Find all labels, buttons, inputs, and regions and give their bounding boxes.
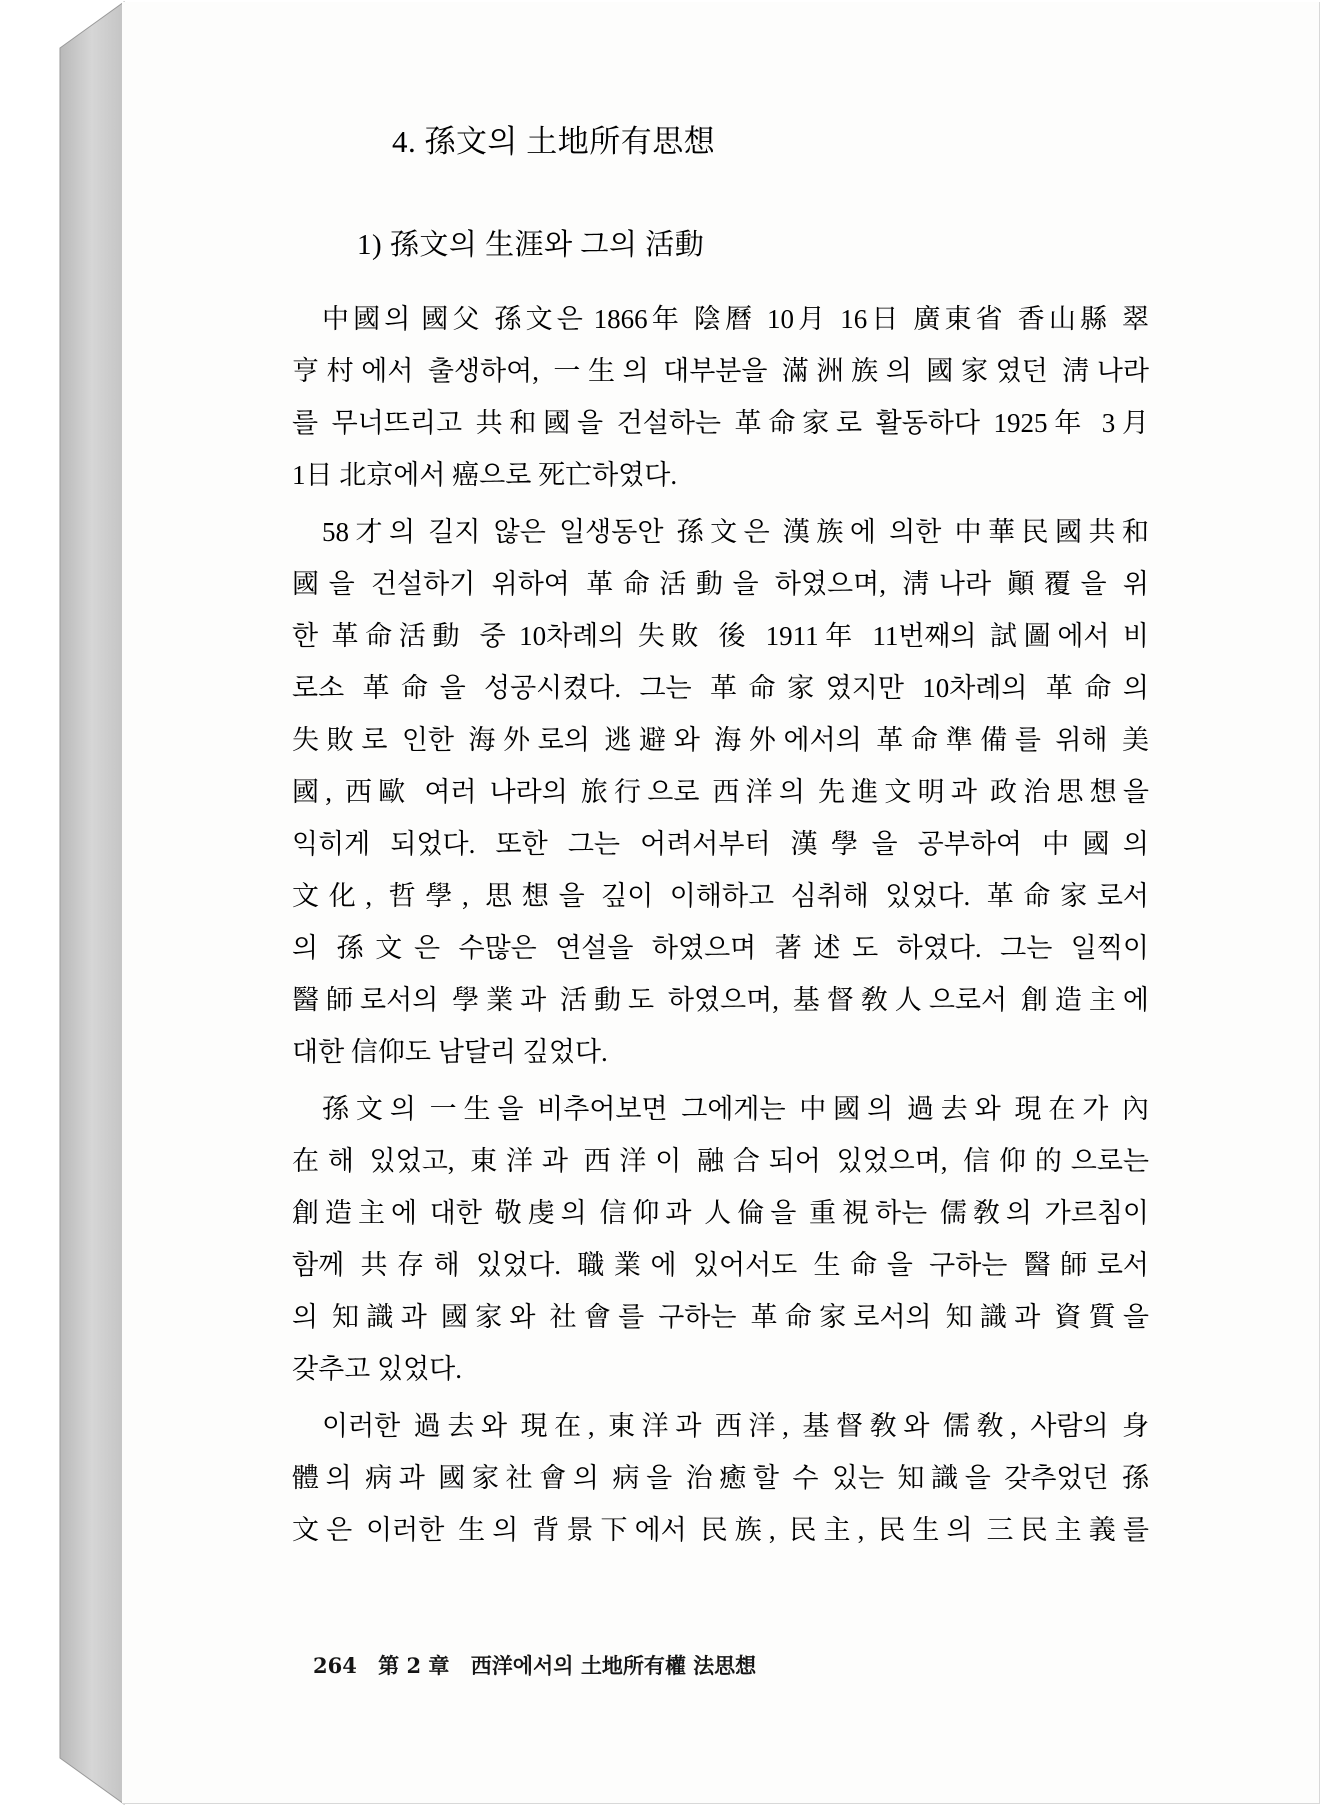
- text-line: 中國의 國父 孫文은 1866年 陰曆 10月 16日 廣東省 香山縣 翠: [322, 304, 1149, 334]
- text-line: 文化, 哲學, 思想을 깊이 이해하고 심취해 있었다. 革命家로서: [292, 881, 1149, 911]
- paragraph: [292, 506, 1149, 1078]
- text-line: 의 知識과 國家와 社會를 구하는 革命家로서의 知識과 資質을: [292, 1302, 1149, 1332]
- text-line: 대한 信仰도 남달리 깊었다.: [292, 1037, 608, 1067]
- book-spine: [0, 0, 130, 1806]
- text-line: 國, 西歐 여러 나라의 旅行으로 西洋의 先進文明과 政治思想을: [292, 777, 1149, 807]
- paragraph: [292, 1400, 1149, 1556]
- running-footer: [313, 1650, 770, 1680]
- text-line: 亨村에서 출생하여, 一生의 대부분을 滿洲族의 國家였던 淸나라: [292, 356, 1149, 386]
- text-line: 의 孫文은 수많은 연설을 하였으며 著述도 하였다. 그는 일찍이: [292, 933, 1149, 963]
- text-line: 在해 있었고, 東洋과 西洋이 融合되어 있었으며, 信仰的으로는: [292, 1146, 1149, 1176]
- text-line: 를 무너뜨리고 共和國을 건설하는 革命家로 활동하다 1925年 3月: [292, 408, 1149, 438]
- running-title: 西洋에서의 土地所有權 法思想: [470, 1653, 757, 1678]
- section-heading: 4. 孫文의 土地所有思想: [392, 124, 716, 159]
- text-line: 失敗로 인한 海外로의 逃避와 海外에서의 革命準備를 위해 美: [292, 725, 1149, 755]
- text-line: 國을 건설하기 위하여 革命活動을 하였으며, 淸나라 顚覆을 위: [292, 569, 1149, 599]
- text-line: 갖추고 있었다.: [292, 1354, 462, 1384]
- text-line: 로소 革命을 성공시켰다. 그는 革命家였지만 10차례의 革命의: [292, 673, 1149, 703]
- body-text: [292, 293, 1149, 1556]
- text-line: 孫文의 一生을 비추어보면 그에게는 中國의 過去와 現在가 內: [322, 1094, 1149, 1124]
- paragraph: [292, 1083, 1149, 1395]
- chapter-label: 第 2 章: [378, 1653, 450, 1678]
- text-line: 文은 이러한 生의 背景下에서 民族, 民主, 民生의 三民主義를: [292, 1515, 1149, 1545]
- text-line: 醫師로서의 學業과 活動도 하였으며, 基督敎人으로서 創造主에: [292, 985, 1149, 1015]
- text-line: 58才의 길지 않은 일생동안 孫文은 漢族에 의한 中華民國共和: [322, 517, 1149, 547]
- text-line: 함께 共存해 있었다. 職業에 있어서도 生命을 구하는 醫師로서: [292, 1250, 1149, 1280]
- text-line: 이러한 過去와 現在, 東洋과 西洋, 基督敎와 儒敎, 사람의 身: [322, 1411, 1149, 1441]
- text-line: 한 革命活動 중 10차례의 失敗 後 1911年 11번째의 試圖에서 비: [292, 621, 1149, 651]
- page-number: 264: [313, 1653, 357, 1678]
- sub-heading: 1) 孫文의 生涯와 그의 活動: [357, 229, 705, 261]
- text-line: 익히게 되었다. 또한 그는 어려서부터 漢學을 공부하여 中國의: [292, 829, 1149, 859]
- text-line: 體의 病과 國家社會의 病을 治癒할 수 있는 知識을 갖추었던 孫: [292, 1463, 1149, 1493]
- text-line: 1日 北京에서 癌으로 死亡하였다.: [292, 460, 678, 490]
- paragraph: [292, 293, 1149, 501]
- text-line: 創造主에 대한 敬虔의 信仰과 人倫을 重視하는 儒敎의 가르침이: [292, 1198, 1149, 1228]
